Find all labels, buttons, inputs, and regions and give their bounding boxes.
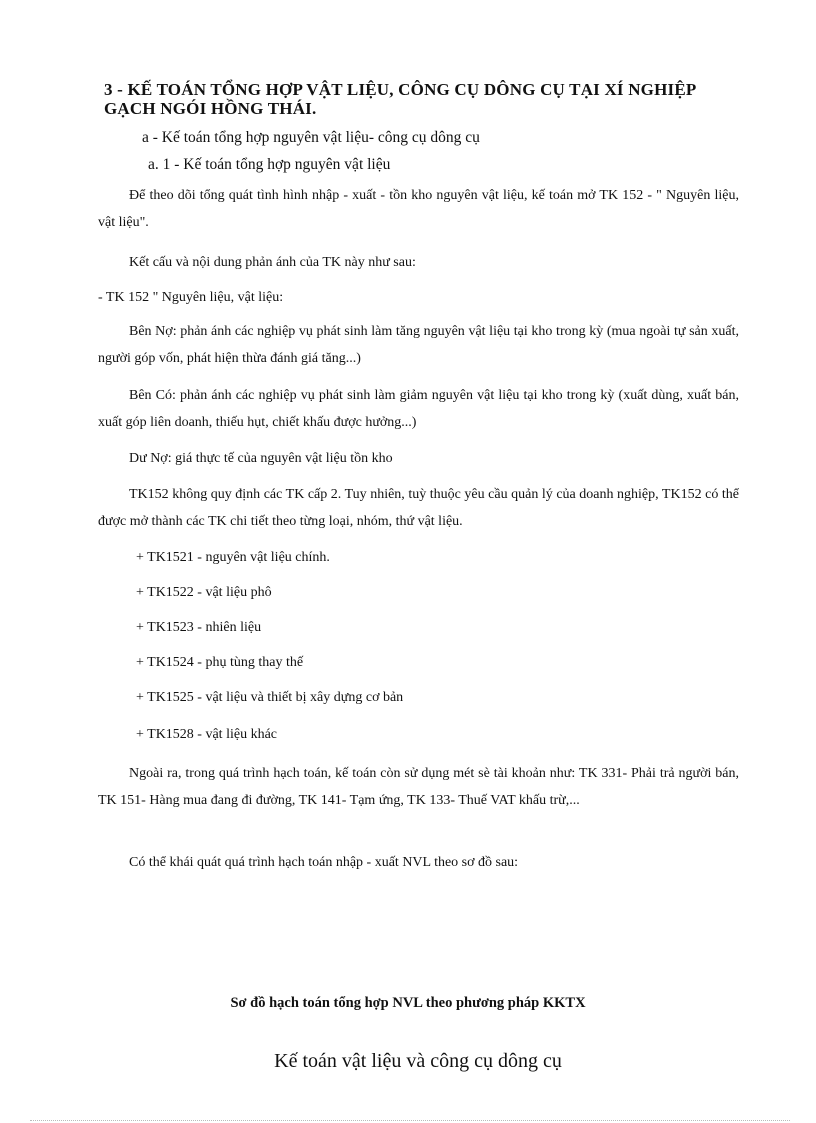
paragraph-credit-side: Bên Có: phản ánh các nghiệp vụ phát sinh làm giảm nguyên vật liệu tại kho trong kỳ (xuất dùng, xuất bán, xuất góp liên doanh, thiếu hụt, chiết khấu được hưởng...) — [98, 388, 739, 430]
account-item: + TK1521 - nguyên vật liệu chính. — [136, 550, 330, 565]
subsection-a1-title: a. 1 - Kế toán tổng hợp nguyên vật liệu — [148, 156, 391, 173]
account-item: + TK1523 - nhiên liệu — [136, 620, 262, 635]
subsection-a-title: a - Kế toán tổng hợp nguyên vật liệu- công cụ dông cụ — [142, 129, 480, 146]
paragraph-structure-intro: Kết cấu và nội dung phản ánh của TK này như sau: — [129, 255, 416, 270]
paragraph-diagram-intro: Có thể khái quát quá trình hạch toán nhập - xuất NVL theo sơ đồ sau: — [129, 855, 519, 870]
paragraph-tk152-detail: TK152 không quy định các TK cấp 2. Tuy nhiên, tuỳ thuộc yêu cầu quản lý của doanh nghiệp, TK152 có thể được mở thành các TK chi tiết theo từng loại, nhóm, thứ vật liệu. — [98, 487, 739, 529]
account-item: + TK1524 - phụ tùng thay thế — [136, 655, 304, 670]
account-item: + TK1522 - vật liệu phô — [136, 585, 272, 600]
paragraph-other-accounts: Ngoài ra, trong quá trình hạch toán, kế toán còn sử dụng mét sè tài khoản như: TK 331- Phải trả người bán, TK 151- Hàng mua đang đi đường, TK 141- Tạm ứng, TK 133- Thuế VAT khấu trừ,... — [98, 766, 739, 808]
page-bottom-divider — [30, 1120, 790, 1121]
paragraph-debit-balance: Dư Nợ: giá thực tế của nguyên vật liệu tồn kho — [129, 451, 393, 466]
account-item: + TK1528 - vật liệu khác — [136, 727, 277, 742]
footer-title: Kế toán vật liệu và công cụ dông cụ — [274, 1050, 562, 1072]
paragraph-debit-side: Bên Nợ: phản ánh các nghiệp vụ phát sinh làm tăng nguyên vật liệu tại kho trong kỳ (mua ngoài tự sản xuất, người góp vốn, phát hiện thừa đánh giá tăng...) — [98, 324, 739, 366]
paragraph-overview: Để theo dõi tổng quát tình hình nhập - xuất - tồn kho nguyên vật liệu, kế toán mở TK 152 - " Nguyên liệu, vật liệu". — [98, 188, 739, 230]
diagram-title: Sơ đồ hạch toán tổng hợp NVL theo phương pháp KKTX — [230, 995, 586, 1011]
account-item: + TK1525 - vật liệu và thiết bị xây dựng cơ bản — [136, 690, 404, 705]
section-heading: 3 - KẾ TOÁN TỔNG HỢP VẬT LIỆU, CÔNG CỤ DÔNG CỤ TẠI XÍ NGHIỆP GẠCH NGÓI HỒNG THÁI. — [104, 80, 696, 118]
paragraph-tk152-label: - TK 152 " Nguyên liệu, vật liệu: — [98, 290, 284, 305]
